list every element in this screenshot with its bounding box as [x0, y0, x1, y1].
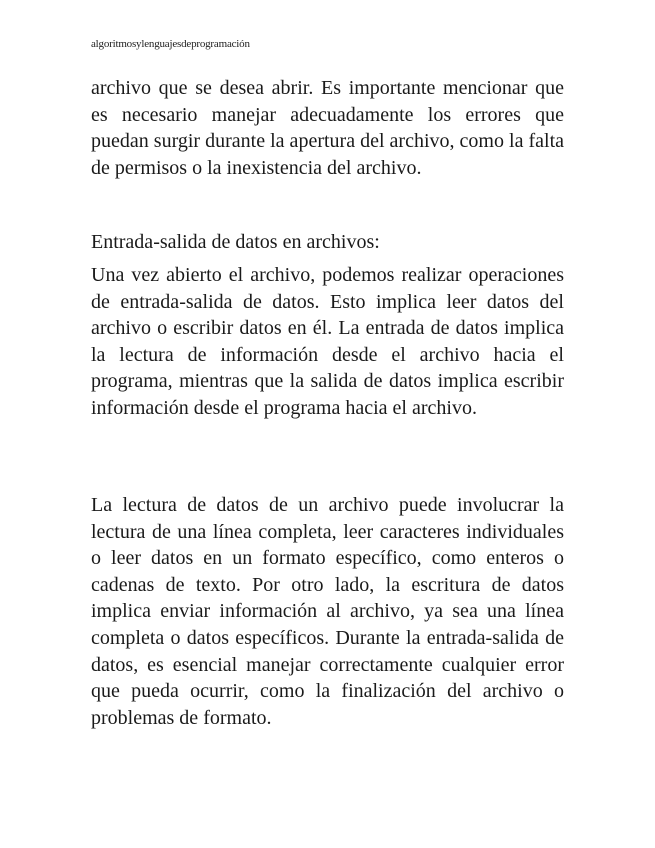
paragraph-file-opening-errors: archivo que se desea abrir. Es importante mencionar que es necesario manejar adecuadamente los errores que puedan surgir durante la apertura del archivo, como la falta de permisos o la inexistencia del archivo. [91, 77, 564, 179]
paragraph-input-output: Una vez abierto el archivo, podemos realizar operaciones de entrada-salida de datos. Esto implica leer datos del archivo o escribir datos en él. La entrada de datos implica la lectura de información desde el archivo hacia el programa, mientras que la salida de datos implica escribir información desde el programa hacia el archivo. [91, 264, 564, 419]
section-heading: Entrada-salida de datos en archivos: [91, 231, 380, 253]
running-header: algoritmosylenguajesdeprogramación [91, 38, 250, 50]
paragraph-reading-writing: La lectura de datos de un archivo puede involucrar la lectura de una línea completa, leer caracteres individuales o leer datos en un formato específico, como enteros o cadenas de texto. Por otro lado, la escritura de datos implica enviar información al archivo, ya sea una línea completa o datos específicos. Durante la entrada-salida de datos, es esencial manejar correctamente cualquier error que pueda ocurrir, como la finalización del archivo o problemas de formato. [91, 494, 564, 729]
